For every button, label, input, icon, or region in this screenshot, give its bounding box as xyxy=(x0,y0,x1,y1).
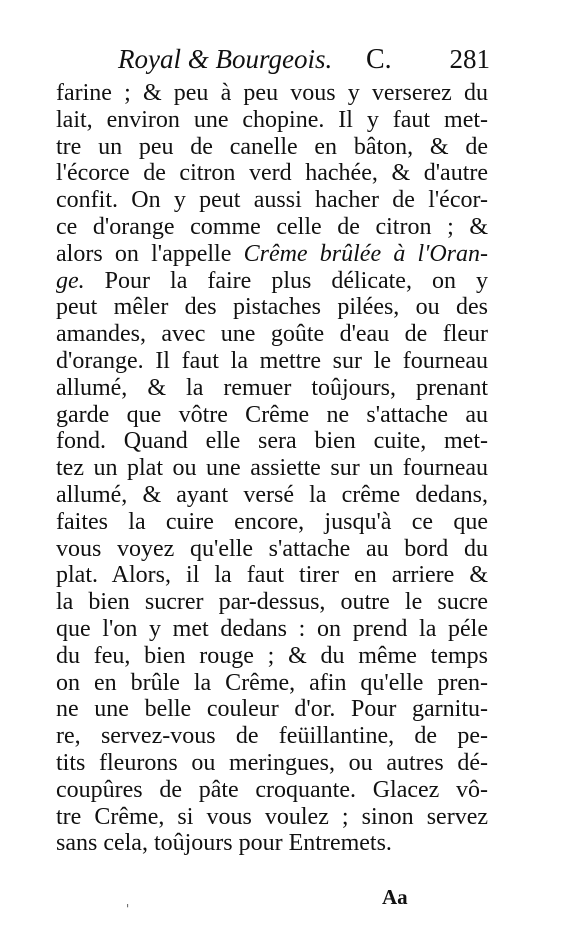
page-number: 281 xyxy=(449,44,490,74)
text-line: allumé, & ayant versé la crême dedans, xyxy=(56,481,488,508)
text-line: du feu, bien rouge ; & du même temps xyxy=(56,642,488,669)
text-line: faites la cuire encore, jusqu'à ce que xyxy=(56,508,488,535)
text-line: ce d'orange comme celle de citron ; & xyxy=(56,213,488,240)
body-text xyxy=(56,80,488,857)
text-line: sans cela, toûjours pour Entremets. xyxy=(56,830,392,857)
text-line: allumé, & la remuer toûjours, prenant xyxy=(56,374,488,401)
text-line: coupûres de pâte croquante. Glacez vô- xyxy=(56,776,488,803)
stray-ink-mark: ' xyxy=(126,902,130,916)
text-line: la bien sucrer par-dessus, outre le sucre xyxy=(56,589,488,616)
text-line: plat. Alors, il la faut tirer en arriere & xyxy=(56,562,488,589)
running-head-title: Royal & Bourgeois. xyxy=(118,44,333,74)
text-line: tre un peu de canelle en bâton, & de xyxy=(56,133,488,160)
text-line: tre Crême, si vous voulez ; sinon servez xyxy=(56,803,488,830)
section-letter: C. xyxy=(366,44,392,75)
text-line: ge. Pour la faire plus délicate, on y xyxy=(56,267,488,294)
text-line: farine ; & peu à peu vous y verserez du xyxy=(56,80,488,106)
text-line: on en brûle la Crême, afin qu'elle pren- xyxy=(56,669,488,696)
text-line: tez un plat ou une assiette sur un fourneau xyxy=(56,455,488,482)
text-line: lait, environ une chopine. Il y faut met- xyxy=(56,106,488,133)
text-line: alors on l'appelle Crême brûlée à l'Oran- xyxy=(56,240,489,267)
text-line: vous voyez qu'elle s'attache au bord du xyxy=(56,535,488,562)
text-line: ne une belle couleur d'or. Pour garnitu- xyxy=(56,696,488,723)
text-line: amandes, avec une goûte d'eau de fleur xyxy=(56,321,488,348)
running-head xyxy=(118,44,490,84)
text-line: tits fleurons ou meringues, ou autres dé- xyxy=(56,749,488,776)
text-line: garde que vôtre Crême ne s'attache au xyxy=(56,401,488,428)
text-line: peut mêler des pistaches pilées, ou des xyxy=(56,294,488,321)
text-line: confit. On y peut aussi hacher de l'écor- xyxy=(56,187,488,214)
text-line: fond. Quand elle sera bien cuite, met- xyxy=(56,428,488,455)
text-line: que l'on y met dedans : on prend la péle xyxy=(56,615,488,642)
text-line: d'orange. Il faut la mettre sur le fourneau xyxy=(56,347,488,374)
catchword: Aa xyxy=(382,885,408,909)
text-line: re, servez-vous de feüillantine, de pe- xyxy=(56,723,488,750)
text-line: l'écorce de citron verd hachée, & d'autre xyxy=(56,160,488,187)
